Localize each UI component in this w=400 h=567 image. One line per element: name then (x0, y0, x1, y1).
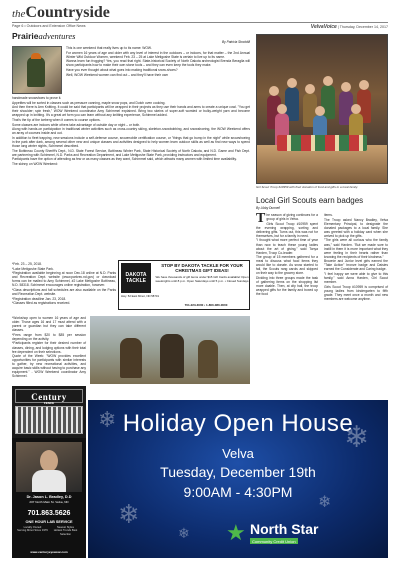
snowflake-icon: ❄ (178, 526, 190, 542)
paragraph: The group of 15 members gathered for a meal to discuss what food items they would like to donate. As snow started to fall, the Scouts rang carols and skipped on their way to the grocery store. (256, 255, 318, 276)
brand-name: North Star (250, 521, 319, 537)
doctor-tagline: ONE HOUR LAB SERVICE (25, 520, 73, 524)
service-item: Newest Styles (56, 526, 75, 529)
list-item: *Registration available beginning at noon Dec.18 online at N.D. Parks and Recreation Dept. website (www.parkrec.nd.gov) or download forms can be mailed to Amy Schimmel, #2 Lake Metigoshe Bottineau, N.D. 58318. Schimmel encourages online registration, however. (12, 271, 116, 288)
page-section-info: Page 6 • Outdoors and Extension Office News (12, 24, 86, 28)
paragraph: items. (324, 213, 333, 217)
paragraph-text: he season of giving continues for a group of girls in Velva. (266, 213, 318, 222)
prairie-title-a: Prairie (12, 31, 39, 41)
prairie-byline: By Patricia Stockdill (222, 40, 250, 44)
banner-date: Tuesday, December 19th (160, 464, 316, 480)
prairie-section-title (12, 31, 75, 41)
paragraph: This is one weekend that really lives up to its name: WOW. (66, 46, 152, 50)
paragraph: handmade snowshoes to prove it. (12, 96, 62, 100)
hunters-photo (90, 316, 250, 384)
masthead (12, 4, 110, 22)
fence-image (15, 406, 83, 434)
paragraph: Well, WOW Weekend women can find out – and they'll have their own (66, 72, 169, 77)
doctor-face (40, 450, 58, 472)
list-item: *Class descriptions and fall schedules are also available on the Parks and Recreation Dept. website. (12, 288, 116, 297)
masthead-the: the (12, 8, 26, 20)
wow-details-list-continued (12, 316, 86, 379)
snowflake-icon: ❄ (118, 500, 140, 530)
banner-city: Velva (222, 446, 254, 461)
paragraph: Girls Scout Troop #10959 is comprised of young ladies from kindergarten to fifth grade. They meet once a month and new members are welcome anytime. (324, 284, 388, 301)
hunter-photo (12, 46, 62, 94)
doctor-name: Dr. Jason L. Bradley, D.D (26, 495, 72, 499)
masthead-title: Countryside (25, 4, 110, 21)
paragraph: "I thought what more perfect time of year than now to teach these young ladies about the art of giving," said Tonya Harden, Troop Co-leader. (256, 238, 318, 255)
prairie-main-text (12, 96, 250, 167)
paragraph: "I feel happy we were able to give to this family," said Anna Harden, Girl Scout member. (324, 272, 388, 285)
person-figure (160, 334, 184, 378)
person-figure (120, 338, 142, 378)
prairie-title-b: adventures (38, 31, 76, 41)
paragraph: Wanna learn fun frogging? Yes, you read that right. State-historical Society of North Dakota archeologist Brenda Beraglia will show participants how to make their own stone tools – and they can even keep the tools they make. (66, 59, 250, 68)
paragraph (256, 211, 318, 226)
paper-name-suffix: Voice (323, 24, 337, 30)
snowflake-icon: ❄ (98, 408, 117, 433)
century-logo (15, 389, 83, 403)
services-list (16, 526, 82, 536)
north-star-logo (226, 518, 386, 554)
paragraph: For women 16 years of age and older with any level of interest in the outdoors – or indoors, for that matter – the 2nd Annual Winter Wild Outdoor Women, weekend Feb. 23 – 25 at Lake Metigoshe State is certain to live up to its name. (66, 50, 250, 59)
person-figure (198, 340, 218, 378)
eyewear-website[interactable]: www.centuryeyewear.com (30, 550, 68, 554)
paper-name: Velva (310, 24, 324, 30)
snowflake-icon: ❄ (344, 420, 370, 455)
banner-title: Holiday Open House (122, 410, 354, 437)
dropcap: T (256, 211, 266, 226)
paragraph: "The girls were all curious who the family was," said Harden. "But we made sure to instill in them it is more important what they were feeling in their hearts rather than knowing the recipients of their kindness." (324, 238, 388, 259)
century-logo-text: Century (31, 392, 67, 402)
holiday-open-house-ad[interactable] (88, 400, 388, 558)
hunter-hat (31, 53, 41, 59)
brand-subtitle: Community Credit Union (252, 538, 296, 544)
doctor-photo (16, 442, 82, 492)
masthead-rule (12, 22, 388, 23)
service-item: Hottest Trends Best Selection (53, 529, 78, 536)
ad-headline: STOP BY DAKOTA TACKLE FOR YOUR CHRISTMAS GIFT IDEAS! (161, 263, 243, 274)
list-item: *Fees range from $20 to $85 per session depending on the activity. (12, 332, 86, 341)
prairie-top-text (66, 46, 250, 77)
banner-time: 9:00AM - 4:30PM (183, 484, 293, 500)
doctor-phone: 701.863.5626 (27, 510, 71, 517)
paragraph: Brownie and Junior level girls earned the "Take Action" bronze badge and Daisies earned the Considerate and Caring badge. (324, 259, 388, 272)
hunter-figure (27, 57, 45, 87)
scouts-byline: By Libby Dunnell (256, 206, 280, 210)
quote-of-week: Quote of the Week: "WOW provides excellent opportunities for participants with similar interests to gather, try new recreational activities, and acquire basic skills without having to purchase any equipment." - WOW Weekend coordinator Amy Schimmel. (12, 354, 86, 379)
paragraph: Some classes are indoors while others take advantage of outside day or night – or both. (12, 122, 141, 127)
girl-scouts-photo (256, 34, 388, 184)
dakota-tackle-ad[interactable] (118, 260, 250, 310)
wow-details-list (12, 262, 116, 306)
scouts-headline: Local Girl Scouts earn badges (256, 196, 364, 205)
paragraph: That's the tip of the iceberg when it comes to course options. (12, 118, 101, 123)
list-item: *Lake Metigoshe State Park. (12, 266, 54, 271)
eyewear-ad[interactable] (12, 438, 86, 558)
paragraph: Appetites will be sorted in classes such as pressure canning, maple snow pops, and Dutch oven cooking. (12, 100, 166, 105)
paragraph: In addition to fleet trapping, new sessions include a self-defense course, snowmobile certification course, or "things that go bump in the night" while snowshoeing in the park after dark, among several other new and unique classes and activities designed to help women learn outdoor skills as well as find new ways to spend those long winter nights, Schimmel described. (12, 135, 250, 149)
paragraph: The Bottineau County Sheriff's Dept., N.D. State Forest Service, Bottineau Winter Park, State Historical Society of North Dakota, and N.D. Game and Fish Dept. are partnering with Schimmel, N.D. Parks and Recreation Department, and Lake Metigoshe State Park, providing instructors and equipment. (12, 148, 250, 157)
list-item: *Participants register for their desired number of classes, dining, and lodging options with their total fee dependent on their selections. (12, 341, 86, 354)
paragraph: Girls Scout Troop #10959 spent the evening wrapping, sorting and delivering gifts. Turns out, this was not for themselves, but for a family in need. (256, 221, 318, 238)
photo-caption: Girl Scout Troop #10959 with their donation of food and gifts to a local family. (256, 185, 358, 189)
list-item: *Workshop open to women 16 years of age and older. Those ages 16 and 17 must attend with a parent or guardian but they can take different classes. (12, 316, 86, 333)
list-item: *Classes filled as registrations received. (12, 301, 71, 306)
scouts-text-col2 (324, 213, 388, 302)
paragraph: The skinny on WOW Weekend: (12, 162, 58, 167)
paragraph: Dividing into three groups made the task of gathering items on the shopping list more doable. Then, at city hall, the troop wrapped gifts for the family and boxed up the food (256, 276, 318, 297)
paragraph: Along with hands-on participation in traditional winter activities such as cross-country skiing, skeleton-snowbobbing, and snowshoeing, the WOW Weekend offers an array of courses inside and out. (12, 127, 250, 136)
list-item: *Feb. 23 – 25, 2018. (12, 262, 42, 266)
service-item: Serving Minot Since 1979 (17, 529, 48, 533)
paragraph: The Troop asked Nancy Bradley, Velva Elementary Principal, to designate the donated packages to a local family. She was greeted with a holiday card when she arrived to pick up the gifts. (324, 217, 388, 238)
paragraph: Have you ever thought about what goes into making traditional snow-shoes? (66, 68, 178, 73)
century-logo-tag: FENCE (43, 401, 55, 405)
doctor-body (32, 470, 66, 492)
list-item: *Registration deadline Jan. 23, 2018. (12, 296, 67, 301)
ad-phone: 701-223-3000 • 1-800-080-0000 (184, 303, 228, 307)
paragraph: Participants have the option of attending as few or as many classes as they want, Schimmel said, which attracts many women with limited time availability. (12, 157, 237, 162)
snowflake-icon: ❄ (318, 492, 332, 511)
service-item: Locally Owned (23, 526, 42, 529)
dakota-tackle-logo: DAKOTA TACKLE (121, 263, 151, 293)
issue-date: Thursday, December 14, 2017 (339, 25, 388, 29)
paper-info: VelvaVoice | Thursday, December 14, 2017 (310, 24, 388, 30)
paragraph: And then there is Arm Knitting. It could be said that participants will be wrapped in their projects as they use their hands and arms to create a unique cowl. "You get their shoulder; spin fresh," WOW Weekend coordinator Amy Schimmel explained. Bring two skeins of super-soft worsted or bulky-weight yarn and become wrapped up in knitting. It's a great art form you can learn without any knitting experience, Schimmel added. (12, 105, 250, 118)
doctor-address: 207 North Main St. Velva, ND (29, 500, 69, 504)
ad-subtext: We have thousands of gift items under $15 Gift Cards available! Open weeknights until 8 p.m. Open Saturdays until 5 p.m. • Closed Sundays (155, 275, 249, 283)
star-icon: ★ (226, 520, 246, 545)
ad-address: Hwy. 52 East Minot, ND 58701 (121, 294, 160, 298)
century-fence-ad[interactable] (12, 386, 86, 438)
scouts-text-col1 (256, 213, 318, 297)
gift-bags (277, 135, 367, 151)
